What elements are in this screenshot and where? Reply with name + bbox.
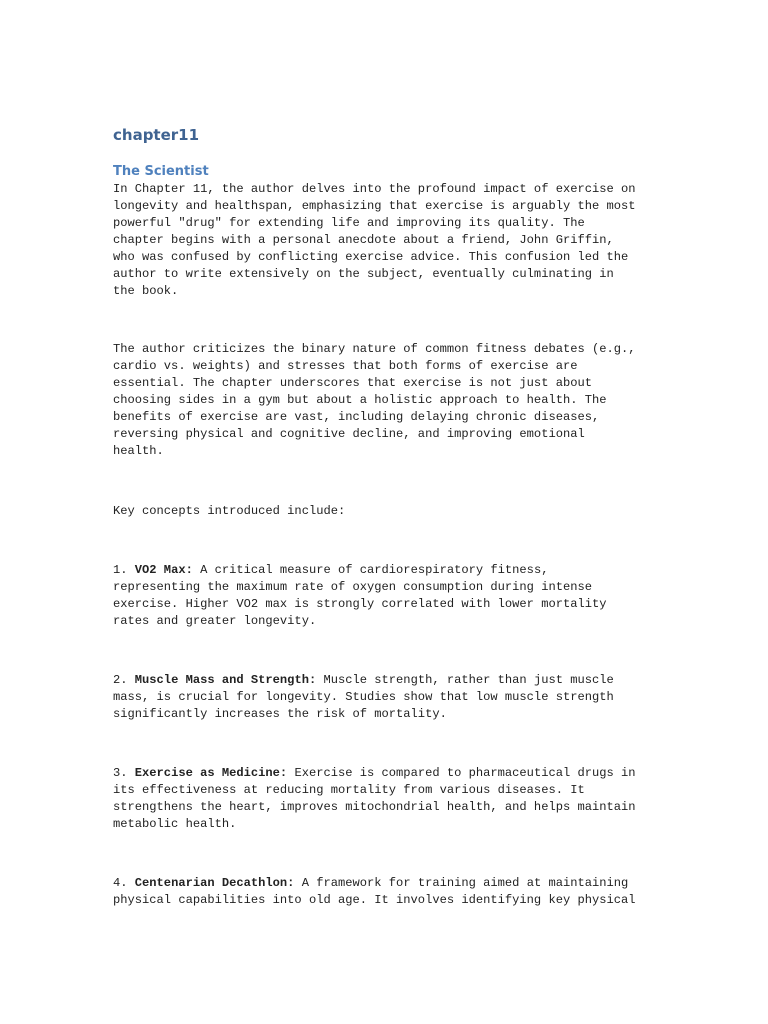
concept-text: A framework for training aimed at maintaining physical capabilities into old age. It involves identifying key physical <box>113 876 636 907</box>
chapter-title: chapter11 <box>113 126 200 144</box>
concept-term: VO2 Max: <box>134 563 193 577</box>
concept-term: Exercise as Medicine: <box>134 766 288 780</box>
concept-item-exercise-medicine <box>113 765 673 833</box>
concept-number: 4. <box>113 876 135 890</box>
concept-term: Centenarian Decathlon: <box>134 876 295 890</box>
concept-text: Exercise is compared to pharmaceutical drugs in its effectiveness at reducing mortality from various diseases. It strengthens the heart, improves mitochondrial health, and helps maintain metabolic health. <box>113 766 636 831</box>
concept-term: Muscle Mass and Strength: <box>134 673 317 687</box>
concept-item-centenarian-decathlon <box>113 875 673 909</box>
concept-number: 2. <box>113 673 135 687</box>
key-concepts-intro: Key concepts introduced include: <box>113 504 346 518</box>
critique-paragraph: The author criticizes the binary nature of common fitness debates (e.g., cardio vs. weights) and stresses that both forms of exercise are essential. The chapter underscores that exercise is not just about choosing sides in a gym but about a holistic approach to health. The benefits of exercise are vast, including delaying chronic diseases, reversing physical and cognitive decline, and improving emotional health. <box>113 342 636 458</box>
concept-text: Muscle strength, rather than just muscle mass, is crucial for longevity. Studies show that low muscle strength significantly increases the risk of mortality. <box>113 673 614 721</box>
concept-number: 3. <box>113 766 135 780</box>
intro-paragraph: In Chapter 11, the author delves into the profound impact of exercise on longevity and healthspan, emphasizing that exercise is arguably the most powerful "drug" for extending life and improving its quality. The chapter begins with a personal anecdote about a friend, John Griffin, who was confused by conflicting exercise advice. This confusion led the author to write extensively on the subject, eventually culminating in the book. <box>113 182 636 298</box>
section-title: The Scientist <box>113 164 209 179</box>
concept-number: 1. <box>113 563 135 577</box>
concept-item-vo2-max <box>113 562 673 630</box>
concept-text: A critical measure of cardiorespiratory fitness, representing the maximum rate of oxygen consumption during intense exercise. Higher VO2 max is strongly correlated with lower mortality rates and greater longevity. <box>113 563 607 628</box>
document-content <box>113 125 673 909</box>
concept-item-muscle-mass <box>113 672 673 723</box>
